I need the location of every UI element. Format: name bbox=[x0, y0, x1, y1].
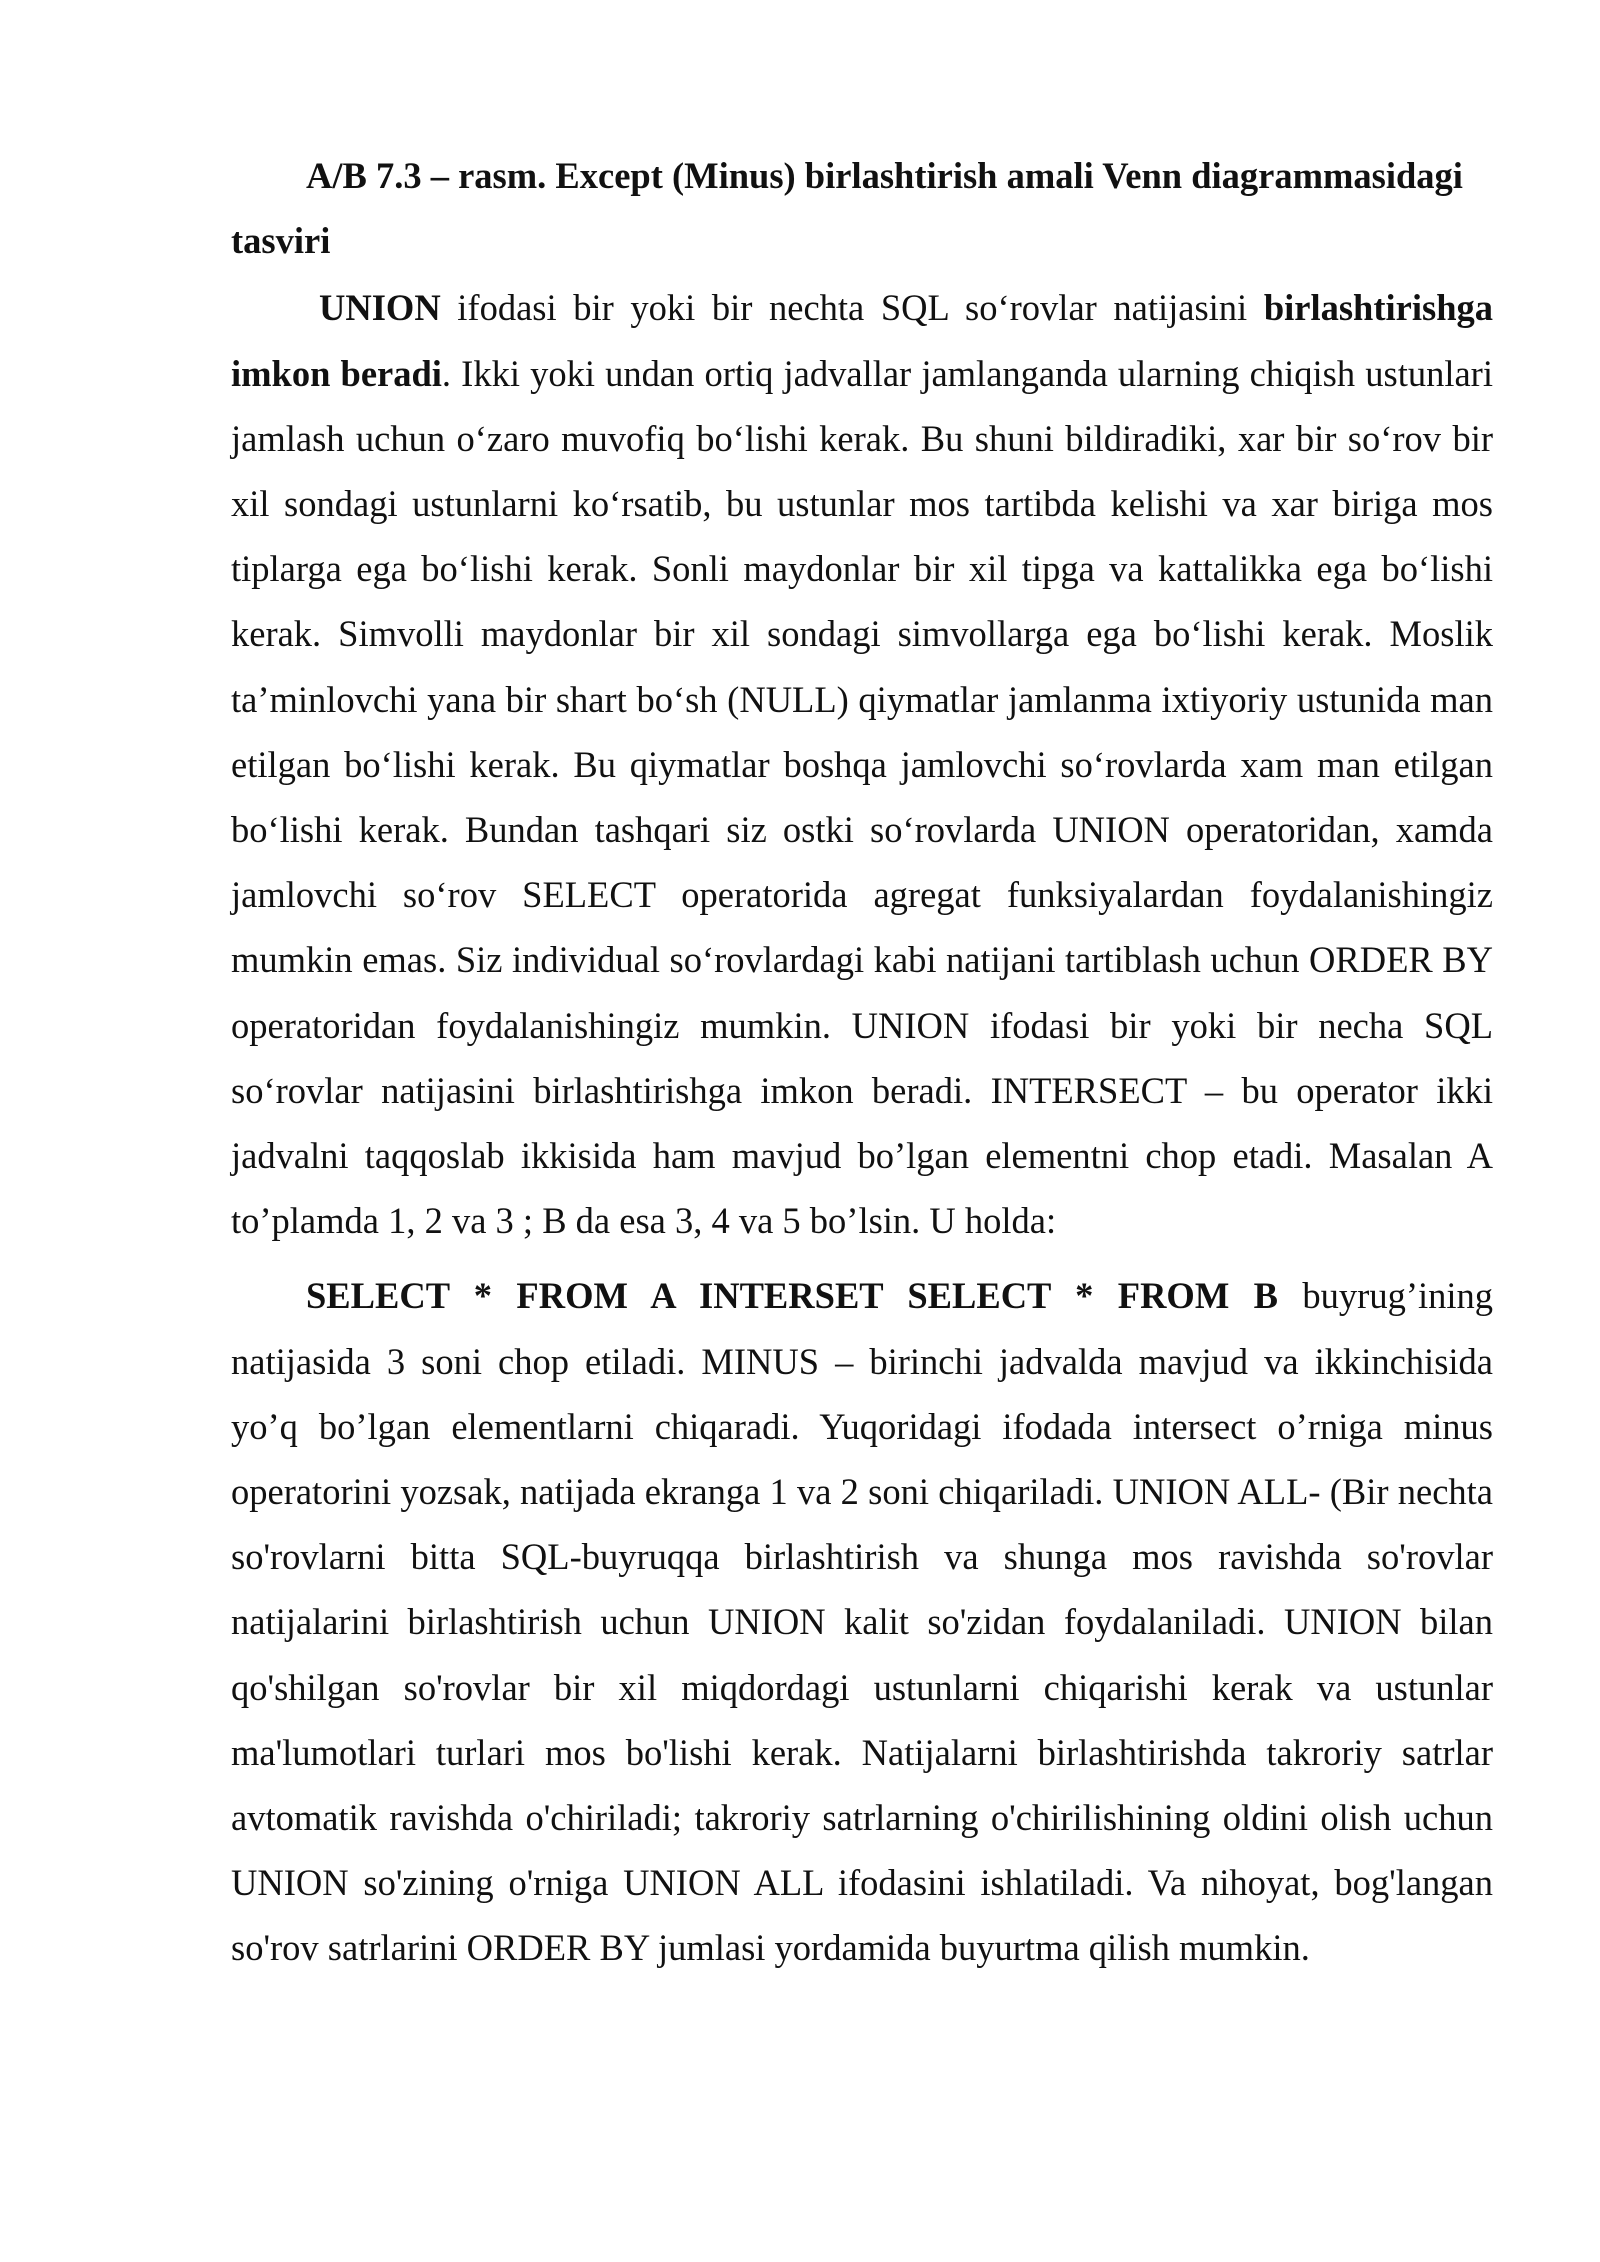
document-body bbox=[231, 143, 1493, 1991]
sql-example-query: SELECT * FROM A INTERSET SELECT * FROM B bbox=[306, 1275, 1279, 1317]
paragraph-union bbox=[231, 275, 1493, 1253]
paragraph-intersect-minus bbox=[231, 1263, 1493, 1980]
paragraph-union-text-2: . Ikki yoki undan ortiq jadvallar jamlanganda ularning chiqish ustunlari jamlash uchun o‘zaro muvofiq bo‘lishi kerak. Bu shuni bildiradiki, xar bir so‘rov bir xil sondagi ustunlarni ko‘rsatib, bu ustunlar mos tartibda kelishi va xar biriga mos tiplarga ega bo‘lishi kerak. Sonli maydonlar bir xil tipga va kattalikka ega bo‘lishi kerak. Simvolli maydonlar bir xil sondagi simvollarga ega bo‘lishi kerak. Moslik ta’minlovchi yana bir shart bo‘sh (NULL) qiymatlar jamlanma ixtiyoriy ustunida man etilgan bo‘lishi kerak. Bu qiymatlar boshqa jamlovchi so‘rovlarda xam man etilgan bo‘lishi kerak. Bundan tashqari siz ostki so‘rovlarda UNION operatoridan, xamda jamlovchi so‘rov SELECT operatorida agregat funksiyalardan foydalanishingiz mumkin emas. Siz individual so‘rovlardagi kabi natijani tartiblash uchun ORDER BY operatoridan foydalanishingiz mumkin. UNION ifodasi bir yoki bir necha SQL so‘rovlar natijasini birlashtirishga imkon beradi. INTERSECT – bu operator ikki jadvalni taqqoslab ikkisida ham mavjud bo’lgan elementni chop etadi. Masalan A to’plamda 1, 2 va 3 ; B da esa 3, 4 va 5 bo’lsin. U holda: bbox=[231, 352, 1493, 1242]
figure-caption: A/B 7.3 – rasm. Except (Minus) birlashtirish amali Venn diagrammasidagi tasviri bbox=[231, 155, 1463, 262]
paragraph-intersect-minus-text: buyrug’ining natijasida 3 soni chop etiladi. MINUS – birinchi jadvalda mavjud va ikkinchisida yo’q bo’lgan elementlarni chiqaradi. Yuqoridagi ifodada intersect o’rniga minus operatorini yozsak, natijada ekranga 1 va 2 soni chiqariladi. UNION ALL- (Bir nechta so'rovlarni bitta SQL-buyruqqa birlashtirish va shunga mos ravishda so'rovlar natijalarini birlashtirish uchun UNION kalit so'zidan foydalaniladi. UNION bilan qo'shilgan so'rovlar bir xil miqdordagi ustunlarni chiqarishi kerak va ustunlar ma'lumotlari turlari mos bo'lishi kerak. Natijalarni birlashtirishda takroriy satrlar avtomatik ravishda o'chiriladi; takroriy satrlarning o'chirilishining oldini olish uchun UNION so'zining o'rniga UNION ALL ifodasini ishlatiladi. Va nihoyat, bog'langan so'rov satrlarini ORDER BY jumlasi yordamida buyurtma qilish mumkin. bbox=[231, 1275, 1493, 1969]
union-keyword: UNION bbox=[319, 287, 441, 329]
paragraph-union-text-1: ifodasi bir yoki bir nechta SQL so‘rovlar natijasini bbox=[440, 287, 1264, 329]
union-emphasis: birlashtirishga imkon beradi bbox=[231, 287, 1493, 394]
